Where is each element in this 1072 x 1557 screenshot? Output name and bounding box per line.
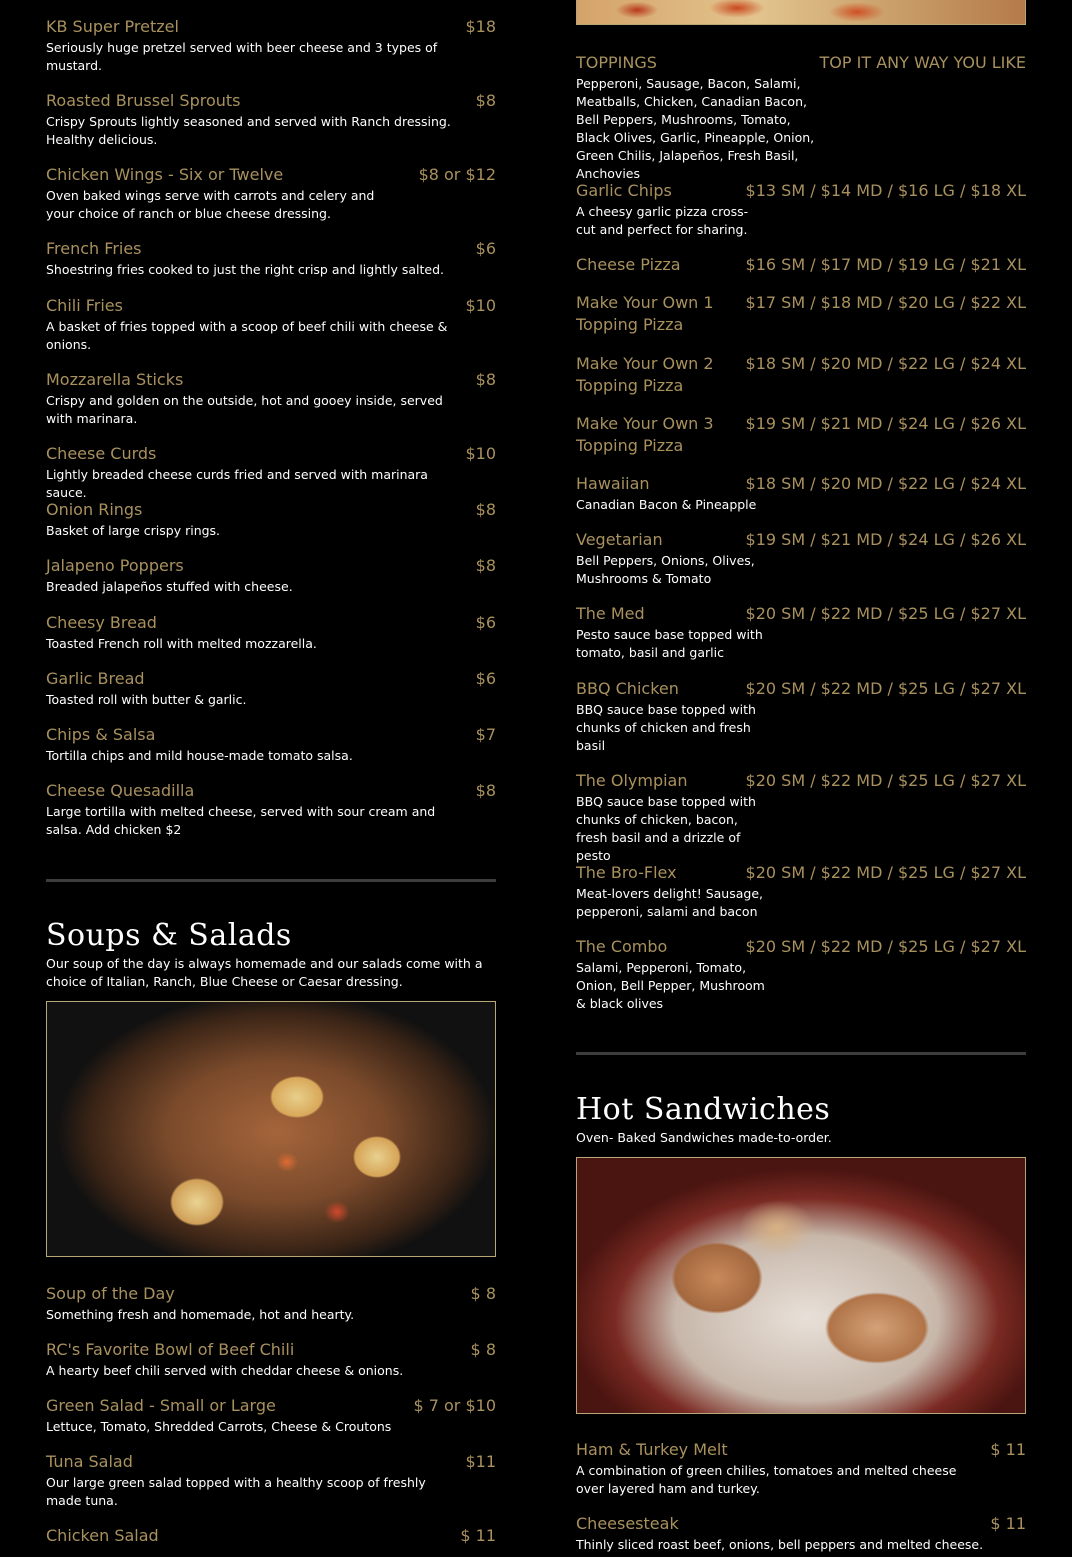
menu-item-cheesesteak	[576, 1513, 1026, 1554]
menu-item-cheese-quesadilla	[46, 780, 496, 839]
item-name: Green Salad - Small or Large	[46, 1396, 276, 1415]
item-price: $10	[465, 444, 496, 463]
item-price: $8 or $12	[418, 165, 496, 184]
menu-item-the-combo	[576, 936, 1026, 1013]
item-name: Make Your Own 3 Topping Pizza	[576, 414, 714, 455]
item-description: Oven baked wings serve with carrots and celery and your choice of ranch or blue cheese dressing.	[46, 188, 375, 221]
item-name: Soup of the Day	[46, 1284, 175, 1303]
item-price: $ 8	[470, 1284, 496, 1303]
menu-item-green-salad	[46, 1395, 496, 1436]
item-name: The Combo	[576, 937, 668, 956]
item-price: $13 SM / $14 MD / $16 LG / $18 XL	[745, 181, 1026, 200]
menu-item-tuna-salad	[46, 1451, 496, 1510]
item-description: Tortilla chips and mild house-made tomato salsa.	[46, 748, 353, 763]
item-name: Ham & Turkey Melt	[576, 1440, 728, 1459]
item-name: Hawaiian	[576, 474, 650, 493]
item-name: Cheese Pizza	[576, 255, 681, 274]
menu-item-ham-turkey-melt	[576, 1439, 1026, 1498]
item-price: $20 SM / $22 MD / $25 LG / $27 XL	[745, 604, 1026, 623]
section-title-soups-salads: Soups & Salads	[46, 918, 292, 953]
item-description: Crispy Sprouts lightly seasoned and served with Ranch dressing. Healthy delicious.	[46, 114, 451, 147]
item-subtitle: TOP IT ANY WAY YOU LIKE	[819, 53, 1026, 72]
item-name: Cheese Quesadilla	[46, 781, 195, 800]
item-price: $8	[475, 781, 496, 800]
item-price: $19 SM / $21 MD / $24 LG / $26 XL	[745, 530, 1026, 549]
item-price: $18 SM / $20 MD / $22 LG / $24 XL	[745, 474, 1026, 493]
item-description: Toasted French roll with melted mozzarella.	[46, 636, 317, 651]
section-divider	[576, 1052, 1026, 1055]
item-price: $8	[475, 91, 496, 110]
item-price: $20 SM / $22 MD / $25 LG / $27 XL	[745, 863, 1026, 882]
item-price: $19 SM / $21 MD / $24 LG / $26 XL	[745, 414, 1026, 433]
item-description: Breaded jalapeños stuffed with cheese.	[46, 579, 293, 594]
item-description: A cheesy garlic pizza cross-cut and perfect for sharing.	[576, 204, 749, 237]
item-name: The Bro-Flex	[576, 863, 677, 882]
item-name: Chili Fries	[46, 296, 123, 315]
menu-item-soup-of-the-day	[46, 1283, 496, 1324]
item-name: Cheesy Bread	[46, 613, 157, 632]
section-intro-hot-sandwiches: Oven- Baked Sandwiches made-to-order.	[576, 1130, 832, 1145]
item-description: Pepperoni, Sausage, Bacon, Salami, Meatballs, Chicken, Canadian Bacon, Bell Peppers, Mushrooms, Tomato, Black Olives, Garlic, Pineapple, Onion, Green Chilis, Jalapeños, Fresh Basil, Anchovies	[576, 76, 815, 181]
item-name: Make Your Own 1 Topping Pizza	[576, 293, 714, 334]
item-price: $20 SM / $22 MD / $25 LG / $27 XL	[745, 937, 1026, 956]
menu-item-jalapeno-poppers	[46, 555, 496, 596]
item-price: $11	[465, 1452, 496, 1471]
item-description: Canadian Bacon & Pineapple	[576, 497, 757, 512]
item-name: Tuna Salad	[46, 1452, 133, 1471]
menu-item-chips-salsa	[46, 724, 496, 765]
menu-item-cheese-pizza	[576, 254, 1026, 276]
menu-item-beef-chili	[46, 1339, 496, 1380]
menu-item-kb-super-pretzel	[46, 16, 496, 75]
item-description: Large tortilla with melted cheese, served with sour cream and salsa. Add chicken $2	[46, 804, 436, 837]
item-description: BBQ sauce base topped with chunks of chicken, bacon, fresh basil and a drizzle of pesto	[576, 794, 756, 863]
item-description: A hearty beef chili served with cheddar cheese & onions.	[46, 1363, 404, 1378]
item-description: Bell Peppers, Onions, Olives, Mushrooms & Tomato	[576, 553, 755, 586]
item-price: $ 11	[460, 1526, 496, 1545]
item-description: Salami, Pepperoni, Tomato, Onion, Bell Pepper, Mushroom & black olives	[576, 960, 765, 1011]
item-price: $20 SM / $22 MD / $25 LG / $27 XL	[745, 771, 1026, 790]
item-price: $10	[465, 296, 496, 315]
item-name: Chicken Wings - Six or Twelve	[46, 165, 284, 184]
item-description: Thinly sliced roast beef, onions, bell peppers and melted cheese.	[576, 1537, 984, 1552]
item-description: BBQ sauce base topped with chunks of chicken and fresh basil	[576, 702, 756, 753]
menu-item-garlic-bread	[46, 668, 496, 709]
menu-item-chicken-wings	[46, 164, 496, 223]
item-description: Something fresh and homemade, hot and hearty.	[46, 1307, 355, 1322]
item-price: $6	[475, 613, 496, 632]
item-description: Basket of large crispy rings.	[46, 523, 221, 538]
item-price: $8	[475, 500, 496, 519]
item-description: Lightly breaded cheese curds fried and served with marinara sauce.	[46, 467, 428, 500]
item-name: RC's Favorite Bowl of Beef Chili	[46, 1340, 295, 1359]
item-name: Vegetarian	[576, 530, 663, 549]
pizza-photo	[576, 0, 1026, 25]
item-price: $ 7 or $10	[413, 1396, 496, 1415]
menu-item-cheesy-bread	[46, 612, 496, 653]
menu-item-french-fries	[46, 238, 496, 279]
item-description: Seriously huge pretzel served with beer cheese and 3 types of mustard.	[46, 40, 438, 73]
item-name: KB Super Pretzel	[46, 17, 179, 36]
item-name: TOPPINGS	[576, 53, 657, 72]
menu-item-chicken-salad	[46, 1525, 496, 1548]
menu-item-roasted-brussel-sprouts	[46, 90, 496, 149]
item-name: Onion Rings	[46, 500, 143, 519]
item-name: The Olympian	[576, 771, 688, 790]
item-price: $7	[475, 725, 496, 744]
menu-item-garlic-chips	[576, 180, 1026, 239]
item-name: Garlic Chips	[576, 181, 672, 200]
item-price: $ 11	[990, 1440, 1026, 1459]
item-name: Roasted Brussel Sprouts	[46, 91, 241, 110]
item-name: Mozzarella Sticks	[46, 370, 184, 389]
item-price: $17 SM / $18 MD / $20 LG / $22 XL	[745, 293, 1026, 312]
item-price: $16 SM / $17 MD / $19 LG / $21 XL	[745, 255, 1026, 274]
item-description: Lettuce, Tomato, Shredded Carrots, Cheese & Croutons	[46, 1419, 392, 1434]
menu-item-the-bro-flex	[576, 862, 1026, 921]
menu-item-bbq-chicken	[576, 678, 1026, 755]
menu-item-hawaiian	[576, 473, 1026, 514]
item-price: $18	[465, 17, 496, 36]
item-description: Shoestring fries cooked to just the right crisp and lightly salted.	[46, 262, 445, 277]
item-price: $20 SM / $22 MD / $25 LG / $27 XL	[745, 679, 1026, 698]
menu-item-the-olympian	[576, 770, 1026, 865]
item-price: $8	[475, 556, 496, 575]
item-name: Cheesesteak	[576, 1514, 679, 1533]
item-description: Our large green salad topped with a healthy scoop of freshly made tuna.	[46, 1475, 426, 1508]
item-name: The Med	[576, 604, 645, 623]
pizza-toppings	[576, 52, 1026, 183]
soup-photo	[46, 1001, 496, 1257]
item-name: BBQ Chicken	[576, 679, 679, 698]
item-name: Chips & Salsa	[46, 725, 156, 744]
menu-item-chili-fries	[46, 295, 496, 354]
item-price: $8	[475, 370, 496, 389]
menu-item-vegetarian	[576, 529, 1026, 588]
item-description: Crispy and golden on the outside, hot and gooey inside, served with marinara.	[46, 393, 443, 426]
item-price: $ 8	[470, 1340, 496, 1359]
item-name: Garlic Bread	[46, 669, 145, 688]
menu-item-onion-rings	[46, 499, 496, 540]
item-name: Cheese Curds	[46, 444, 157, 463]
item-price: $6	[475, 239, 496, 258]
item-description: A basket of fries topped with a scoop of beef chili with cheese & onions.	[46, 319, 448, 352]
menu-item-mozzarella-sticks	[46, 369, 496, 428]
menu-item-make-your-own-3	[576, 413, 1026, 457]
item-description: A combination of green chilies, tomatoes and melted cheese over layered ham and turkey.	[576, 1463, 957, 1496]
item-name: Jalapeno Poppers	[46, 556, 184, 575]
section-intro-soups-salads: Our soup of the day is always homemade and our salads come with a choice of Italian, Ranch, Blue Cheese or Caesar dressing.	[46, 956, 483, 989]
item-price: $ 11	[990, 1514, 1026, 1533]
section-divider	[46, 879, 496, 882]
sandwich-photo	[576, 1157, 1026, 1414]
section-title-hot-sandwiches: Hot Sandwiches	[576, 1092, 831, 1127]
menu-item-make-your-own-2	[576, 353, 1026, 397]
item-name: Chicken Salad	[46, 1526, 159, 1545]
item-description: Pesto sauce base topped with tomato, basil and garlic	[576, 627, 763, 660]
item-price: $18 SM / $20 MD / $22 LG / $24 XL	[745, 354, 1026, 373]
menu-item-the-med	[576, 603, 1026, 662]
item-description: Meat-lovers delight! Sausage, pepperoni, salami and bacon	[576, 886, 763, 919]
item-name: Make Your Own 2 Topping Pizza	[576, 354, 714, 395]
item-description: Toasted roll with butter & garlic.	[46, 692, 247, 707]
menu-item-cheese-curds	[46, 443, 496, 502]
item-price: $6	[475, 669, 496, 688]
menu-item-make-your-own-1	[576, 292, 1026, 336]
item-name: French Fries	[46, 239, 142, 258]
